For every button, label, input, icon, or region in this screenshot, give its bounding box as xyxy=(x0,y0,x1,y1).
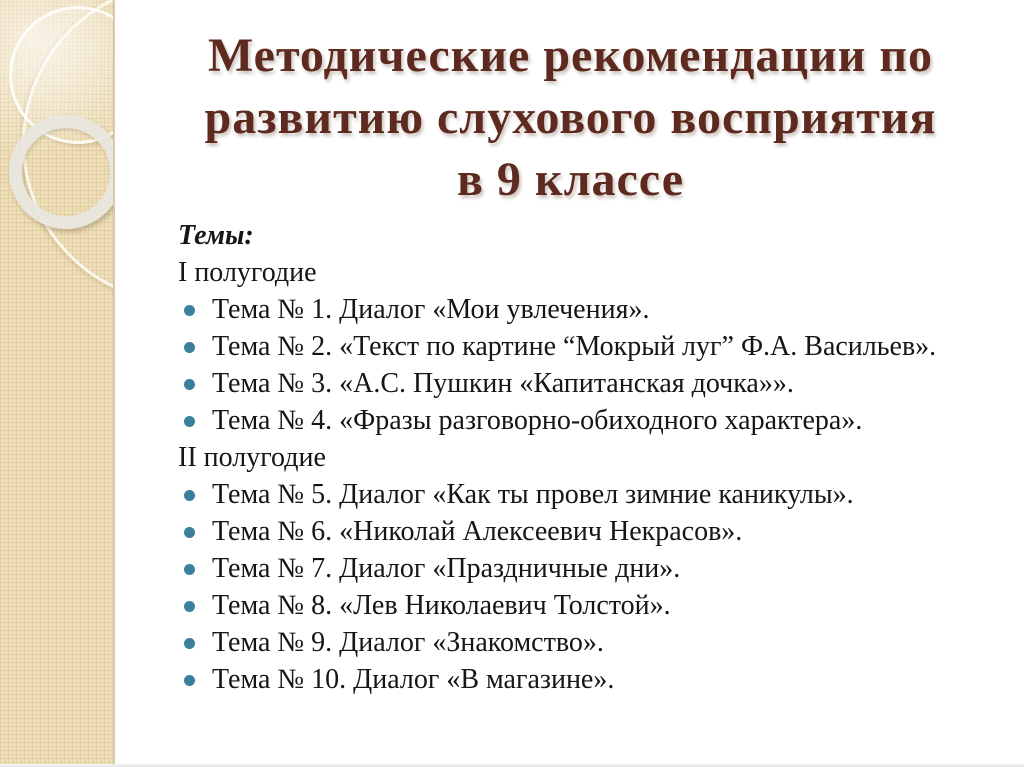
list-item-text: Тема № 1. Диалог «Мои увлечения». xyxy=(212,294,650,325)
section-label-text: I полугодие xyxy=(178,257,317,288)
list-item-text: Тема № 8. «Лев Николаевич Толстой». xyxy=(212,590,671,621)
bullet-icon xyxy=(184,527,195,538)
bullet-icon xyxy=(184,379,195,390)
bullet-icon xyxy=(184,675,195,686)
list-item xyxy=(178,513,1010,550)
list-item xyxy=(178,587,1010,624)
section-label-first-half xyxy=(178,254,1010,291)
list-item xyxy=(178,328,1010,365)
slide-title xyxy=(125,25,1016,211)
list-item-text: Тема № 7. Диалог «Праздничные дни». xyxy=(212,553,681,584)
list-item xyxy=(178,661,1010,698)
list-item-text: Тема № 5. Диалог «Как ты провел зимние каникулы». xyxy=(212,479,854,510)
list-item xyxy=(178,402,1010,439)
topics-heading: Темы: xyxy=(178,220,254,251)
list-item-text: Тема № 3. «А.С. Пушкин «Капитанская дочка»». xyxy=(212,368,794,399)
list-item-text: Тема № 9. Диалог «Знакомство». xyxy=(212,627,604,658)
list-item xyxy=(178,291,1010,328)
bullet-icon xyxy=(184,416,195,427)
list-item-text: Тема № 10. Диалог «В магазине». xyxy=(212,664,615,695)
slide-title-line: развитию слухового восприятия xyxy=(204,91,937,144)
slide-title-line: в 9 классе xyxy=(456,153,684,206)
section-label-second-half xyxy=(178,439,1010,476)
list-item-text: Тема № 2. «Текст по картине “Мокрый луг” Ф.А. Васильев». xyxy=(212,331,937,362)
list-item-text: Тема № 6. «Николай Алексеевич Некрасов». xyxy=(212,516,743,547)
bullet-icon xyxy=(184,638,195,649)
bullet-icon xyxy=(184,490,195,501)
slide-title-line: Методические рекомендации по xyxy=(207,29,934,82)
list-item-text: Тема № 4. «Фразы разговорно-обиходного характера». xyxy=(212,405,863,436)
list-item xyxy=(178,476,1010,513)
decorative-sidebar xyxy=(0,0,115,767)
list-item xyxy=(178,624,1010,661)
bullet-icon xyxy=(184,564,195,575)
bullet-icon xyxy=(184,342,195,353)
section-label-text: II полугодие xyxy=(178,442,326,473)
decor-ring-icon xyxy=(9,115,115,229)
topics-list xyxy=(178,217,1010,698)
bullet-icon xyxy=(184,305,195,316)
list-item xyxy=(178,365,1010,402)
bullet-icon xyxy=(184,601,195,612)
list-item xyxy=(178,550,1010,587)
